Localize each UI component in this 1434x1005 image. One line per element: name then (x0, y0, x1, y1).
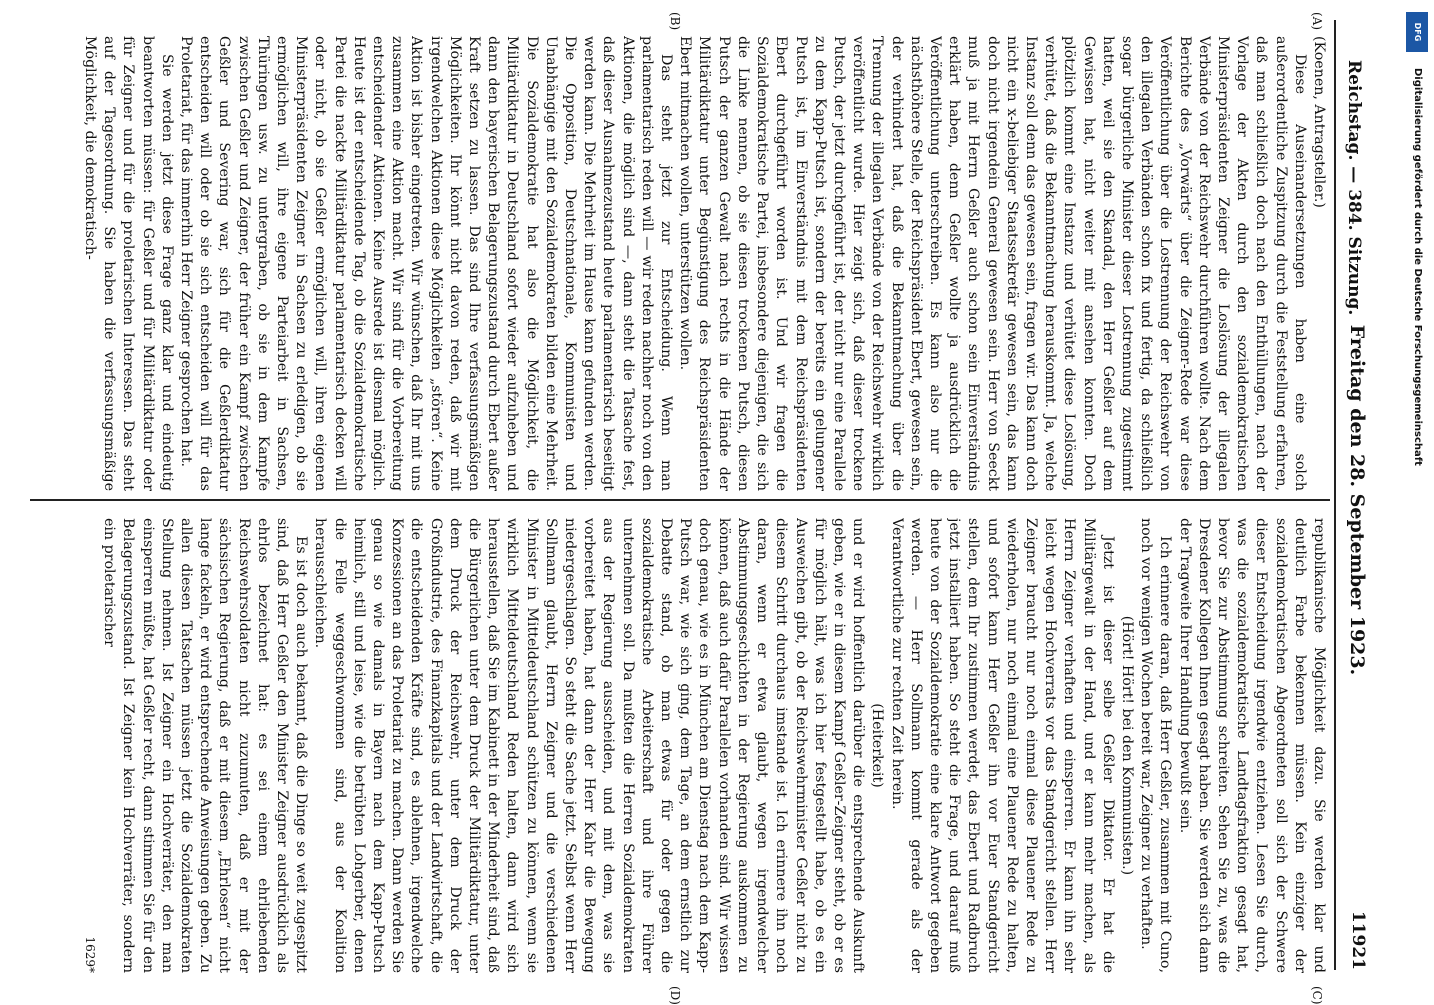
paragraph: Diese Auseinandersetzungen haben eine solch außerordentliche Zuspitzung durch die Feststellung erfahren, daß man schließlich doch nach den Enthüllungen, nach der Vorlage der Akten durch den sozialdemokratischen Ministerpräsidenten Zeigner die Loslösung der illegalen Verbände von der Reichswehr durchführen wollte. Nach dem Berichte des „Vorwärts“ über die Zeigner-Rede war diese Veröffentlichung über die Lostrennung der Reichswehr von den illegalen Verbänden schon fix und fertig, da schließlich sogar bürgerliche Minister dieser Lostrennung zugestimmt hatten, weil sie den Skandal, den Herr Geßler auf dem Gewissen hat, nicht weiter mit ansehen konnten. Doch plötzlich kommt eine Instanz und verhütet diese Loslösung, verhütet, daß die Bekanntmachung herauskommt. Ja, welche Instanz soll denn das gewesen sein, fragen wir. Das kann doch nicht ein x-beliebiger Staatssekretär gewesen sein, das kann doch nicht irgendein General gewesen sein. Herr von Seeckt muß ja mit Herrn Geßler auch schon sein Einverständnis erklärt haben, denn Geßler wollte ja ausdrücklich die Veröffentlichung unterschreiben. Es kann also nur die nächsthöhere Stelle, der Reichspräsident Ebert, gewesen sein, der verhindert hat, daß die Bekanntmachung über die Trennung der illegalen Verbände von der Reichswehr wirklich veröffentlicht wurde. Hier zeigt sich, daß dieser trockene Putsch, der jetzt durchgeführt ist, der nicht nur eine Parallele zu dem Kapp-Putsch ist, sondern der bereits ein gelungener Putsch ist, im Einverständnis mit dem Reichspräsidenten Ebert durchgeführt worden ist. Und wir fragen die Sozialdemokratische Partei, insbesondere diejenigen, die sich die Linke nennen, ob sie diesen trockenen Putsch, diesen Putsch der ganzen Gewalt nach rechts in die Hände der Militärdiktatur unter Begünstigung des Reichspräsidenten Ebert mitmachen wollen, unterstützen wollen. (677, 36, 1308, 491)
interjection: (Hört! Hört! bei den Kommunisten.) (1118, 615, 1135, 876)
speaker-note: (Koenen, Antragsteller.) (1311, 36, 1327, 208)
interjection: (Heiterkeit) (869, 703, 886, 788)
page-number: 11921 (1348, 910, 1368, 970)
left-column (38, 36, 1328, 491)
column-divider (30, 499, 1330, 501)
paragraph: Ich erinnere daran, daß Herr Geßler, zusammen mit Cuno, noch vor wenigen Wochen bereit war, Zeigner zu verhaften. (1138, 518, 1174, 973)
footer-mark: 1629* (83, 936, 97, 973)
funding-text: Digitalisierung gefördert durch die Deutsche Forschungsgemeinschaft (1412, 68, 1423, 466)
side-credit (1404, 8, 1430, 992)
header-date: Freitag den 28. September 1923. (1346, 324, 1368, 676)
margin-marker-d: (D) (668, 986, 682, 1005)
dfg-logo: DFG (1406, 12, 1428, 52)
header-rule (1334, 20, 1336, 970)
margin-marker-a: (A) (1310, 12, 1324, 31)
paragraph: Sie werden jetzt diese Frage ganz klar und eindeutig beantworten müssen: für Geßler und für Militärdiktatur oder für Zeigner und für die proletarischen Interessen. Das steht auf der Tagesordnung. Sie haben die verfassungsmäßige Möglichkeit, die demokratisch- (82, 36, 175, 491)
paragraph: Es ist doch auch bekannt, daß die Dinge so weit zugespitzt sind, daß Herr Geßler den Minister Zeigner ausdrücklich als ehrlos bezeichnet hat: es sei einem ehrliebenden Reichswehrsoldaten nicht zuzumuten, daß er mit der sächsischen Regierung, daß er mit diesem „Ehrlosen“ nicht lange fackeln, er wird entsprechende Anweisungen geben. Zu allen diesen Tatsachen müssen jetzt die Sozialdemokraten Stellung nehmen. Ist Zeigner ein Hochverräter, den man einsperren müßte, hat Geßler recht, dann stimmen Sie für den Belagerungszustand. Ist Zeigner kein Hochverräter, sondern ein proletarischer (101, 518, 310, 973)
margin-marker-b: (B) (668, 12, 682, 31)
margin-marker-c: (C) (1310, 986, 1324, 1005)
right-column (38, 518, 1328, 973)
paragraph: und er wird hoffentlich darüber die entsprechende Auskunft geben, wie er in diesem Kampf Geßler-Zeigner steht, ob er es für möglich hält, was ich hier festgestellt habe, ob es ein Ausweichen gibt, ob der Reichswehrminister Geßler nicht zu diesem Schritt durchaus imstande ist. Ich erinnere ihn noch daran, wenn er etwa glaubt, wegen irgendwelcher Abstimmungsgeschichten in der Regierung auskommen zu können, daß auch dafür Parallelen vorhanden sind. Wir wissen doch genau, wie es in München am Dienstag nach dem Kapp-Putsch war, wie sich ging, dem Tage, an dem ernstlich zur Debatte stand, ob man etwas für oder gegen die sozialdemokratische Arbeiterschaft und ihre Führer unternehmen soll. Da mußten die Herren Sozialdemokraten aus der Regierung ausscheiden, und mit dem, was sie vorbereitet haben, hat dann der Herr Kahr die Bewegung niedergeschlagen. So steht die Sache jetzt. Selbst wenn Herr Sollmann glaubt, Herrn Zeigner und die verschiedenen Minister in Mitteldeutschland schützen zu können, wenn sie wirklich Mitteldeutschland Reden halten, dann wird sich herausstellen, daß Sie im Kabinett in der Minderheit sind, daß die Bürgerlichen unter dem Druck der Militärdiktatur, unter dem Druck der Reichswehr, unter dem Druck der Großindustrie, des Finanzkapitals und der Landwirtschaft, die die entscheidenden Kräfte sind, es ablehnen, irgendwelche Konzessionen an das Proletariat zu machen. Dann werden Sie genau so wie damals in Bayern nach dem Kapp-Putsch heimlich, still und leise, wie die betrübten Lohgerber, denen die Felle weggeschwommen sind, aus der Koalition herausschleichen. (312, 518, 867, 973)
paragraph: Das steht jetzt zur Entscheidung. Wenn man parlamentarisch reden will — wir reden nachher noch von den Aktionen, die möglich sind —, dann steht die Tatsache fest, daß dieser Ausnahmezustand heute parlamentarisch beseitigt werden kann. Die Mehrheit im Hause kann gefunden werden. Die Opposition, Deutschnationale, Kommunisten und Unabhängige mit den Sozialdemokraten bilden eine Mehrheit. Die Sozialdemokratie hat also die Möglichkeit, die Militärdiktatur in Deutschland sofort wieder aufzuheben und dann den bayerischen Belagerungszustand durch Ebert außer Kraft setzen zu lassen. Das sind Ihre verfassungsmäßigen Möglichkeiten. Ihr könnt nicht davon reden, daß wir mit irgendwelchen Aktionen diese Möglichkeiten „stören“. Keine Aktion ist bisher eingetreten. Wir wünschen, daß Ihr mit uns zusammen eine Aktion macht. Wir sind für die Vorbereitung entscheidender Aktionen. Keine Ausrede ist diesmal möglich. Heute ist der entscheidende Tag, ob die Sozialdemokratische Partei die nackte Militärdiktatur parlamentarisch decken will oder nicht, ob sie Geßler ermöglichen will, ihren eigenen Ministerpräsidenten Zeigner in Sachsen zu erledigen, ob sie ermöglichen will, ihre eigene Parteiarbeit in Sachsen, Thüringen usw. zu untergraben, ob sie in dem Kampfe zwischen Geßler und Zeigner, der früher ein Kampf zwischen Geßler und Severing war, sich für die Geßlerdiktatur entscheiden will oder ob sie sich entscheiden will für das Proletariat, für das immerhin Herr Zeigner gesprochen hat. (178, 36, 675, 491)
paragraph: republikanische Möglichkeit dazu. Sie werden klar und deutlich Farbe bekennen müssen. Kein einziger der sozialdemokratischen Abgeordneten soll sich der Schwere dieser Entscheidung irgendwie entziehen. Lesen Sie durch, was die sozialdemokratische Landtagsfraktion gesagt hat, bevor Sie zur Abstimmung schreiten. Sehen Sie zu, was die Dresdener Kollegen Ihnen gesagt haben. Sie werden sich dann der Tragweite Ihrer Handlung bewußt sein. (1176, 518, 1327, 973)
funding-note (1404, 8, 1430, 992)
header-session: Reichstag. — 384. Sitzung. (1344, 60, 1364, 316)
paragraph: Jetzt ist dieser selbe Geßler Diktator. Er hat die Militärgewalt in der Hand, und er kann mehr machen, als Herrn Zeigner verhaften und einsperren. Er kann ihn sehr leicht wegen Hochverrats vor das Standgericht stellen. Herr Zeigner braucht nur noch einmal diese Plauener Rede zu wiederholen, nur noch einmal eine Plauener Rede zu halten, und sofort kann Herr Geßler ihn vor Euer Standgericht stellen, dem Ihr zustimmen werdet, das Ebert und Radbruch jetzt installiert haben. So steht die Frage, und darauf muß heute von der Sozialdemokratie eine klare Antwort gegeben werden. — Herr Sollmann kommt gerade als der Verantwortliche zur rechten Zeit herein. (888, 518, 1116, 973)
page-header (1340, 20, 1370, 980)
